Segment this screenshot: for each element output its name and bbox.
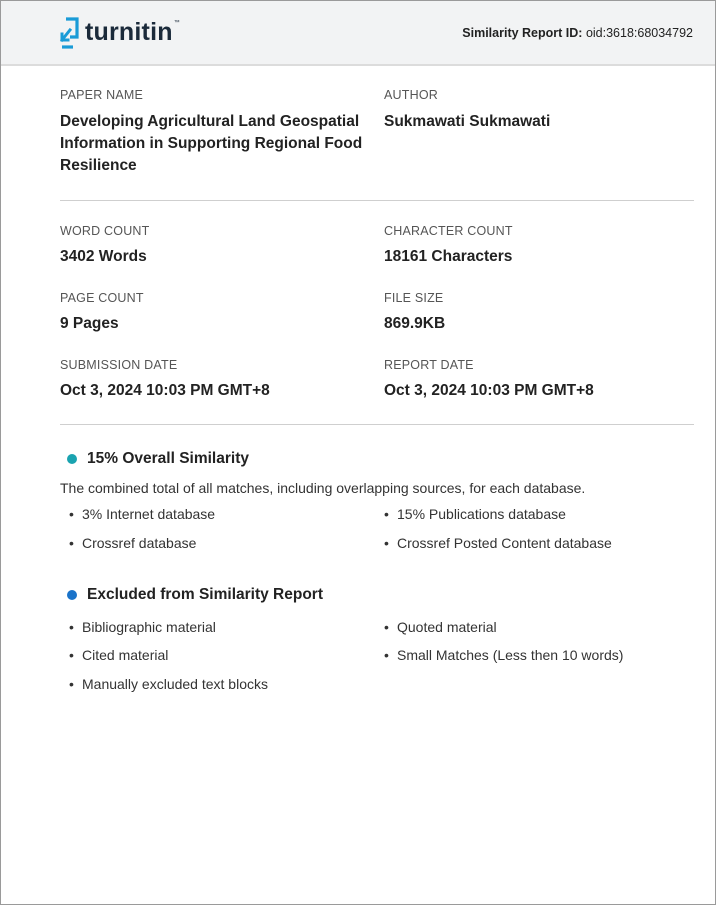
logo-text: turnitin bbox=[85, 17, 173, 46]
list-item: • 15% Publications database bbox=[384, 506, 566, 522]
list-item: • Bibliographic material bbox=[69, 619, 216, 635]
list-item: • Manually excluded text blocks bbox=[69, 676, 268, 692]
excluded-heading bbox=[67, 586, 323, 604]
list-item: • Cited material bbox=[69, 647, 168, 663]
paper-name: Developing Agricultural Land Geospatial Information in Supporting Regional Food Resilience bbox=[60, 113, 363, 174]
list-item: • Small Matches (Less then 10 words) bbox=[384, 647, 623, 663]
logo-trademark: ™ bbox=[173, 20, 180, 26]
excluded-dot-icon bbox=[67, 590, 77, 600]
report-id-value: oid:3618:68034792 bbox=[585, 26, 693, 40]
word-count-value: 3402 Words bbox=[60, 248, 147, 265]
paper-name-label: PAPER NAME bbox=[60, 88, 144, 102]
file-size-label: FILE SIZE bbox=[384, 291, 444, 305]
file-size-value: 869.9KB bbox=[384, 315, 446, 332]
similarity-dot-icon bbox=[67, 454, 77, 464]
character-count-value: 18161 Characters bbox=[384, 248, 513, 265]
turnitin-mark-icon bbox=[59, 16, 81, 50]
page-count-value: 9 Pages bbox=[60, 315, 119, 332]
excluded-title: Excluded from Similarity Report bbox=[87, 586, 323, 603]
page-count-label: PAGE COUNT bbox=[60, 291, 144, 305]
submission-date-label: SUBMISSION DATE bbox=[60, 358, 178, 372]
submission-date-value: Oct 3, 2024 10:03 PM GMT+8 bbox=[60, 382, 270, 399]
divider-1 bbox=[60, 200, 694, 201]
header-bar bbox=[1, 1, 715, 66]
report-date-value: Oct 3, 2024 10:03 PM GMT+8 bbox=[384, 382, 594, 399]
list-item: • Quoted material bbox=[384, 619, 497, 635]
list-item: • Crossref database bbox=[69, 535, 196, 551]
divider-2 bbox=[60, 424, 694, 425]
similarity-heading bbox=[67, 450, 249, 468]
word-count-label: WORD COUNT bbox=[60, 224, 150, 238]
turnitin-logo bbox=[59, 14, 180, 52]
similarity-description: The combined total of all matches, including overlapping sources, for each database. bbox=[60, 480, 586, 496]
author-label: AUTHOR bbox=[384, 88, 438, 102]
report-id-label: Similarity Report ID: bbox=[462, 26, 583, 40]
list-item: • 3% Internet database bbox=[69, 506, 215, 522]
report-id bbox=[462, 26, 693, 40]
report-date-label: REPORT DATE bbox=[384, 358, 474, 372]
character-count-label: CHARACTER COUNT bbox=[384, 224, 513, 238]
list-item: • Crossref Posted Content database bbox=[384, 535, 612, 551]
author-name: Sukmawati Sukmawati bbox=[384, 113, 551, 130]
similarity-title: 15% Overall Similarity bbox=[87, 450, 249, 467]
